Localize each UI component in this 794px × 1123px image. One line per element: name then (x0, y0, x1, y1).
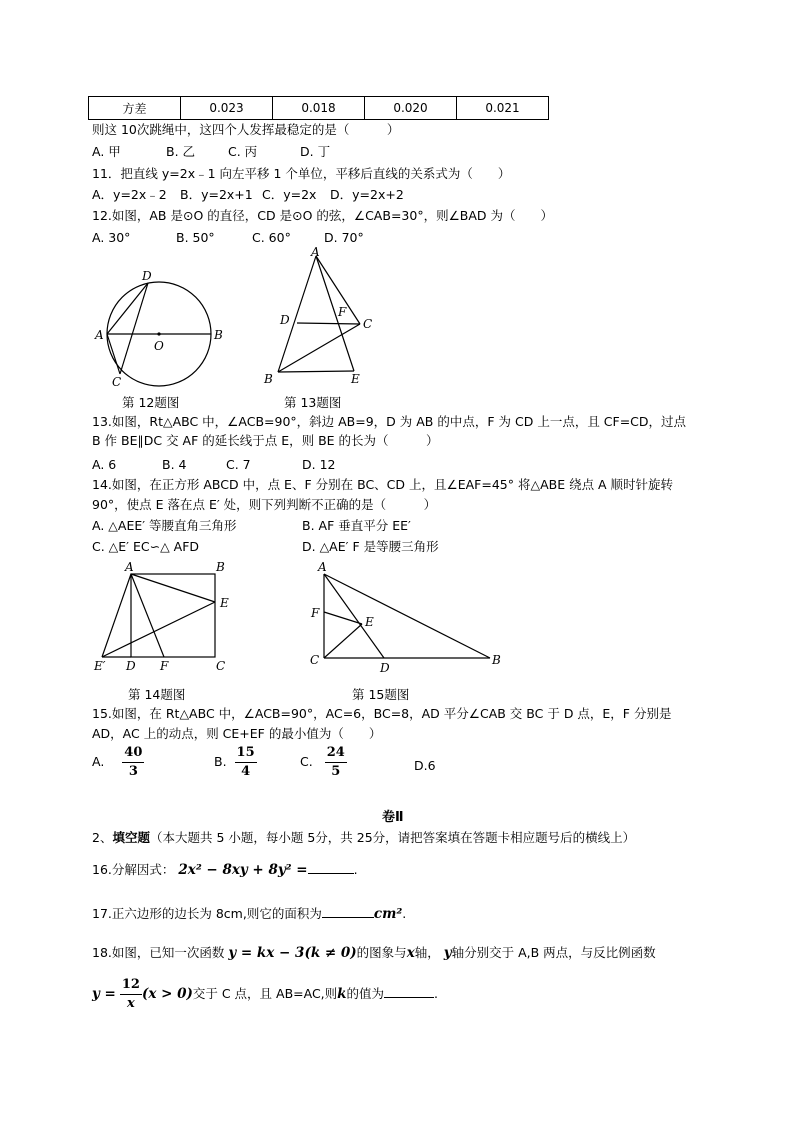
fraction-numerator: 24 (325, 744, 347, 763)
q18-linear-function: y = kx − 3(k ≠ 0) (228, 945, 357, 961)
table-cell: 0.018 (273, 97, 365, 120)
fig13-label-d: D (280, 313, 290, 327)
q15-option-c-label: C. (300, 754, 313, 769)
q15-option-b-fraction (235, 744, 257, 781)
q15-option-c-fraction (325, 744, 347, 781)
fig15-caption: 第 15题图 (352, 687, 410, 702)
fraction-denominator: 3 (128, 764, 138, 779)
q15-option-a-label: A. (92, 754, 105, 769)
q14-option-c: C. △E′ EC∽△ AFD (92, 539, 200, 554)
q16-prefix: 16.分解因式： (92, 862, 175, 877)
q13-stem-line1: 13.如图，Rt△ABC 中，∠ACB=90°，斜边 AB=9，D 为 AB 的中点，F 为 CD 上一点，且 CF=CD，过点 (92, 414, 687, 429)
fig13-label-f: F (338, 305, 347, 319)
q18-text: 轴， (414, 945, 440, 960)
section-heading-number: 2、 (92, 830, 113, 845)
fig13-label-e: E (351, 372, 360, 386)
fig14-caption: 第 14题图 (128, 687, 186, 702)
fig14-label-b: B (216, 560, 225, 574)
q14-option-a: A. △AEE′ 等腰直角三角形 (92, 518, 237, 533)
fig15-label-f: F (311, 606, 320, 620)
q12-stem: 12.如图，AB 是⊙O 的直径，CD 是⊙O 的弦，∠CAB=30°，则∠BAD 为（ ） (92, 208, 553, 223)
q15-stem-line2: AD，AC 上的动点，则 CE+EF 的最小值为（ ） (92, 726, 382, 741)
answer-blank[interactable] (322, 905, 374, 918)
q12-option-d: D. 70° (324, 230, 364, 245)
q10-option-c: C. 丙 (228, 144, 258, 159)
q17-suffix: . (402, 906, 407, 921)
fig13-label-b: B (264, 372, 273, 386)
q14-option-d: D. △AE′ F 是等腰三角形 (302, 539, 439, 554)
q10-stem: 则这 10次跳绳中，这四个人发挥最稳定的是（ ） (92, 122, 400, 137)
q18-text: 轴分别交于 A,B 两点，与反比例函数 (451, 945, 656, 960)
fig13-label-a: A (311, 245, 320, 259)
fig12-label-d: D (142, 269, 152, 283)
fraction-denominator: 5 (331, 764, 341, 779)
q11-option-c: C．y=2x (262, 187, 317, 202)
q14-option-b: B. AF 垂直平分 EE′ (302, 518, 411, 533)
q15-option-a-fraction (122, 744, 144, 781)
section-heading-bold: 填空题 (112, 830, 150, 845)
fraction-denominator: 4 (241, 764, 251, 779)
q13-option-c: C. 7 (226, 457, 251, 472)
figure-14 (92, 560, 242, 678)
fraction-numerator: 15 (235, 744, 257, 763)
fig14-label-f: F (160, 659, 169, 673)
fig15-label-e: E (365, 615, 374, 629)
table-row (89, 97, 549, 120)
fig15-label-d: D (380, 661, 390, 675)
q16 (92, 861, 358, 878)
q15-option-c (300, 744, 347, 781)
q11-option-d: D．y=2x+2 (330, 187, 404, 202)
fig15-label-a: A (318, 560, 327, 574)
fig12-label-b: B (214, 328, 223, 342)
q11-option-b: B．y=2x+1 (180, 187, 253, 202)
q15-option-b (214, 744, 257, 781)
variance-table (88, 96, 549, 120)
q16-suffix: . (353, 862, 358, 877)
q17-unit: cm² (373, 906, 403, 922)
fig12-label-c: C (112, 375, 122, 389)
fig14-label-c: C (216, 659, 226, 673)
q13-option-b: B. 4 (162, 457, 187, 472)
answer-blank[interactable] (308, 861, 354, 874)
q18-suffix: . (434, 986, 439, 1001)
fig13-label-c: C (363, 317, 373, 331)
q10-option-b: B. 乙 (166, 144, 196, 159)
q18-text: 的值为 (346, 986, 385, 1001)
q18-y-equals: y = (92, 986, 116, 1002)
q12-option-a: A. 30° (92, 230, 131, 245)
q18-y-axis: y (443, 945, 452, 961)
q15-option-b-label: B. (214, 754, 227, 769)
figure-13 (262, 244, 382, 390)
table-cell: 0.023 (181, 97, 273, 120)
table-cell: 0.020 (365, 97, 457, 120)
q18-line2 (92, 974, 438, 1014)
fig14-label-e: E (220, 596, 229, 610)
q13-option-d: D. 12 (302, 457, 336, 472)
q15-stem-line1: 15.如图，在 Rt△ABC 中，∠ACB=90°，AC=6，BC=8，AD 平分∠CAB 交 BC 于 D 点，E，F 分别是 (92, 706, 672, 721)
q18-k: k (337, 986, 347, 1002)
q11-option-a: A．y=2x﹣2 (92, 187, 167, 202)
q18-prefix: 18.如图，已知一次函数 (92, 945, 225, 960)
q17 (92, 905, 406, 922)
q10-option-a: A. 甲 (92, 144, 121, 159)
q15-option-d: D.6 (414, 758, 436, 773)
q11-stem: 11．把直线 y=2x﹣1 向左平移 1 个单位，平移后直线的关系式为（ ） (92, 166, 511, 181)
fraction-numerator: 40 (122, 744, 144, 763)
fig12-label-o: O (154, 339, 164, 353)
q16-expression: 2x² − 8xy + 8y² = (178, 862, 308, 878)
q14-stem-line2: 90°，使点 E 落在点 E′ 处，则下列判断不正确的是（ ） (92, 497, 437, 512)
table-label-cell: 方差 (89, 97, 181, 120)
q14-stem-line1: 14.如图，在正方形 ABCD 中，点 E、F 分别在 BC、CD 上，且∠EAF=45° 将△ABE 绕点 A 顺时针旋转 (92, 477, 674, 492)
fig14-label-a: A (125, 560, 134, 574)
q10-option-d: D. 丁 (300, 144, 331, 159)
fig15-label-c: C (310, 653, 320, 667)
fig15-label-b: B (492, 653, 501, 667)
figure-12 (90, 262, 230, 392)
q15-option-a (92, 744, 144, 781)
section-heading (92, 830, 635, 846)
q12-option-b: B. 50° (176, 230, 215, 245)
fig12-label-a: A (95, 328, 104, 342)
q18-x-axis: x (406, 945, 415, 961)
q18-text: 的图象与 (356, 945, 407, 960)
fig14-label-d: D (126, 659, 136, 673)
fig13-caption: 第 13题图 (284, 395, 342, 410)
q18-condition: (x > 0) (141, 986, 193, 1002)
q17-prefix: 17.正六边形的边长为 8cm,则它的面积为 (92, 906, 322, 921)
q13-option-a: A. 6 (92, 457, 117, 472)
fraction-denominator: x (127, 996, 135, 1011)
fig12-caption: 第 12题图 (122, 395, 180, 410)
q13-stem-line2: B 作 BE∥DC 交 AF 的延长线于点 E，则 BE 的长为（ ） (92, 433, 439, 448)
answer-blank[interactable] (384, 985, 434, 998)
section-heading-rest: （本大题共 5 小题，每小题 5分，共 25分，请把答案填在答题卡相应题号后的横线上） (149, 830, 636, 845)
q18-text: 交于 C 点，且 AB=AC,则 (192, 986, 338, 1001)
q18-fraction (120, 976, 142, 1013)
figure-15 (306, 560, 506, 678)
table-cell: 0.021 (457, 97, 549, 120)
section-title: 卷Ⅱ (382, 810, 404, 825)
fig14-label-e-prime: E′ (94, 659, 106, 673)
fraction-numerator: 12 (120, 976, 142, 995)
q12-option-c: C. 60° (252, 230, 291, 245)
q18-line1 (92, 945, 656, 961)
